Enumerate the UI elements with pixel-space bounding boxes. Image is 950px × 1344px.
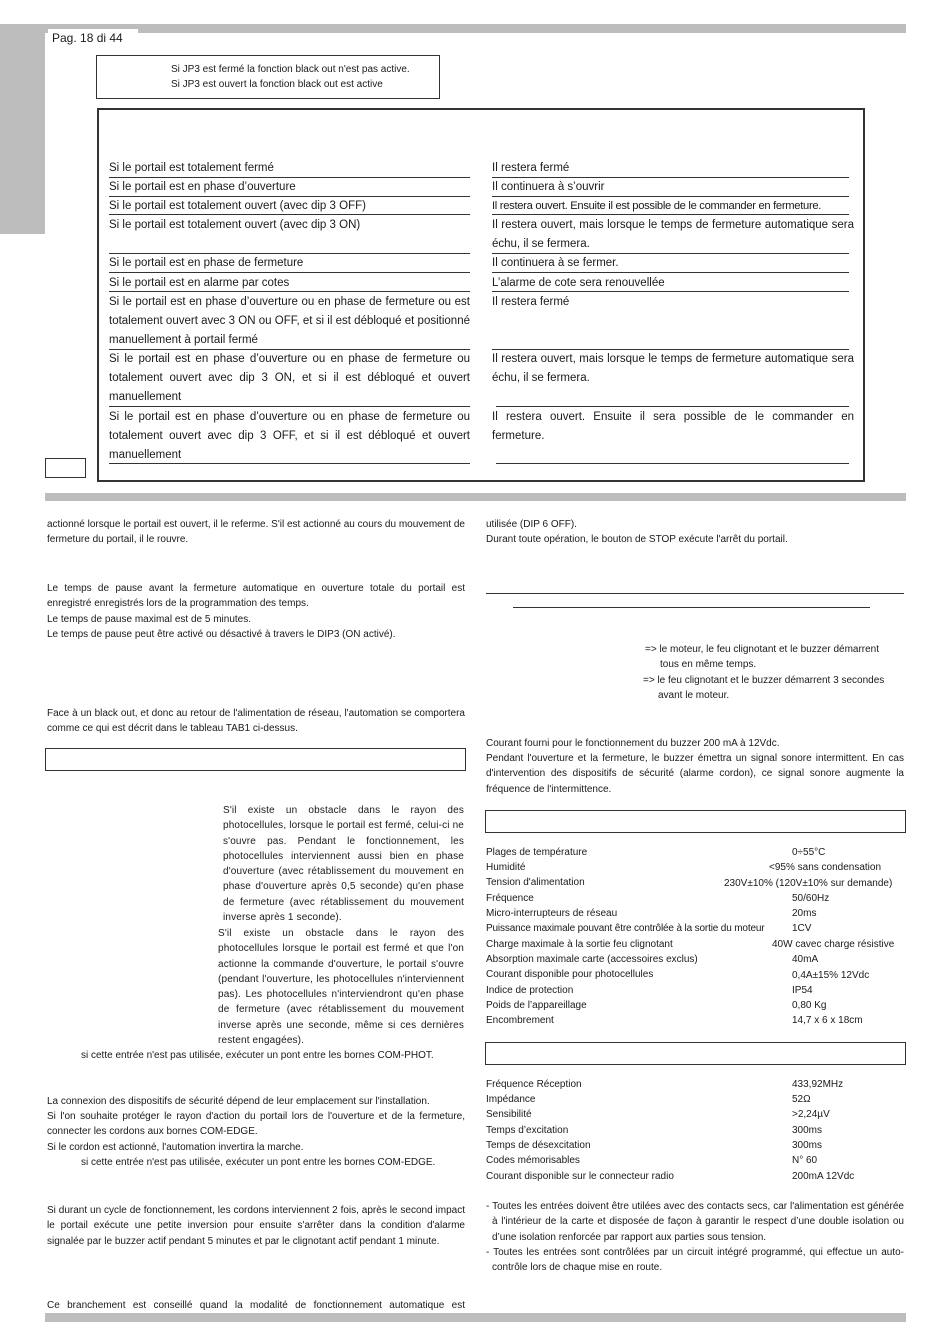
spec-label: Humidité [486, 862, 526, 873]
edge-line-3: Si le cordon est actionné, l'automation invertira la marche. [47, 1142, 304, 1153]
spec-label: Courant disponible pour photocellules [486, 969, 654, 980]
table-row-condition: Si le portail est en alarme par cotes [109, 277, 290, 289]
radio-label: Temps d’excitation [486, 1125, 569, 1136]
radio-label: Temps de désexcitation [486, 1140, 591, 1151]
spec-label: Indice de protection [486, 985, 574, 996]
table-row-result: L’alarme de cote sera renouvellée [492, 277, 665, 289]
radio-label: Impédance [486, 1094, 536, 1105]
spec-label: Puissance maximale pouvant être contrôlée à la sortie du moteur [486, 923, 765, 934]
edge-line-2: Si l'on souhaite protéger le rayon d'action du portail lors de l'ouverture et de la fermeture, connecter les cordons aux bornes COM-EDGE. [47, 1111, 465, 1138]
radio-label: Fréquence Réception [486, 1079, 582, 1090]
spec-label: Plages de température [486, 847, 588, 858]
edge-note: si cette entrée n'est pas utilisée, exécuter un pont entre les bornes COM-EDGE. [81, 1157, 436, 1168]
specs-heading-box [485, 810, 906, 833]
photocell-text-2: S'il existe un obstacle dans le rayon des photocellules lorsque le portail est fermé et que l'on actionne la commande d'ouverture, le portail s'ouvre (pendant l'ouverture, les photocellules n'interviennent pas). Les photocellules n'interviendront qu'en phase de fermeture (avec rétablissement du mouvement inverse après une seconde, même si ces dernières restent engagées). [218, 928, 464, 1047]
table-row-result: Il restera ouvert, mais lorsque le temps de fermeture automatique sera échu, il se fermera. [492, 219, 854, 250]
radio-value: >2,24µV [792, 1109, 830, 1120]
table-row-condition: Si le portail est en phase d’ouverture ou en phase de fermeture ou est totalement ouvert avec 3 ON ou OFF, et si il est débloqué et positionné manuellement à portail fermé [109, 296, 470, 346]
pause-line-1: Le temps de pause avant la fermeture automatique en ouverture totale du portail est enregistré enregistrés lors de la programmation des temps. [47, 583, 465, 610]
spec-value: <95% sans condensation [769, 862, 882, 873]
edge-line-1: La connexion des dispositifs de sécurité dépend de leur emplacement sur l'installation. [47, 1096, 430, 1107]
section-heading-box [45, 748, 466, 771]
table-row-result: Il restera fermé [492, 162, 570, 174]
jp3-line-2: Si JP3 est ouvert la fonction black out est active [171, 79, 383, 90]
radio-label: Courant disponible sur le connecteur radio [486, 1171, 674, 1182]
table-row-result: Il restera fermé [492, 296, 570, 308]
spec-label: Encombrement [486, 1015, 554, 1026]
table-row-condition: Si le portail est en phase d’ouverture ou en phase de fermeture ou totalement ouvert avec dip 3 OFF, et si il est débloqué et ouvert manuellement [109, 411, 470, 461]
table-row-result: Il restera ouvert. Ensuite il est possible de le commander en fermeture. [492, 200, 822, 212]
section-separator [45, 493, 906, 501]
stop-text-start: Ce branchement est conseillé quand la modalité de fonctionnement automatique est [47, 1300, 465, 1311]
heading-rule-1 [486, 593, 904, 594]
dip-line-4: avant le moteur. [658, 690, 730, 701]
page-number: Pag. 18 di 44 [48, 29, 138, 47]
spec-value: 0÷55°C [792, 847, 826, 858]
radio-value: 300ms [792, 1140, 823, 1151]
spec-label: Charge maximale à la sortie feu clignotant [486, 939, 673, 950]
spec-label: Absorption maximale carte (accessoires exclus) [486, 954, 698, 965]
spec-label: Tension d'alimentation [486, 877, 585, 888]
spec-value: 40W cavec charge résistive [772, 939, 895, 950]
dip-line-3: => le feu clignotant et le buzzer démarrent 3 secondes [643, 675, 885, 686]
footer-bar [45, 1313, 906, 1322]
edge-alarm-text: Si durant un cycle de fonctionnement, les cordons interviennent 2 fois, après le second impact le portail exécute une petite inversion pour ensuite s'arrêter dans la condition d'alarme signalée par le buzzer actif pendant 5 minutes et par le clignotant actif pendant 1 minute. [47, 1205, 465, 1247]
dip-line-1: => le moteur, le feu clignotant et le buzzer démarrent [645, 644, 880, 655]
inputs-note-2: - Toutes les entrées sont contrôlées par un circuit intégré programmé, qui effectue un auto-contrôle lors de chaque mise en route. [486, 1247, 904, 1274]
table-row-result: Il continuera à se fermer. [492, 257, 619, 269]
stop-text-end: actionné lorsque le portail est ouvert, il le referme. S'il est actionné au cours du mouvement de fermeture du portail, il le rouvre. [47, 519, 465, 546]
spec-value: 14,7 x 6 x 18cm [792, 1015, 863, 1026]
radio-value: N° 60 [792, 1155, 818, 1166]
table-row-condition: Si le portail est totalement ouvert (avec dip 3 OFF) [109, 200, 366, 212]
spec-value: 1CV [792, 923, 812, 934]
table-row-result: Il restera ouvert. Ensuite il sera possible de le commander en fermeture. [492, 411, 854, 442]
table-label-box [45, 458, 86, 478]
pause-line-2: Le temps de pause maximal est de 5 minutes. [47, 614, 251, 625]
spec-value: 40mA [792, 954, 819, 965]
photocell-note: si cette entrée n'est pas utilisée, exécuter un pont entre les bornes COM-PHOT. [81, 1050, 434, 1061]
pause-line-3: Le temps de pause peut être activé ou désactivé à travers le DIP3 (ON activé). [47, 629, 396, 640]
dip-line-2: tous en même temps. [660, 659, 757, 670]
radio-value: 433,92MHz [792, 1079, 844, 1090]
spec-value: 0,80 Kg [792, 1000, 827, 1011]
spec-value: IP54 [792, 985, 813, 996]
spec-label: Micro-interrupteurs de réseau [486, 908, 618, 919]
table-row-condition: Si le portail est totalement fermé [109, 162, 274, 174]
spec-label: Fréquence [486, 893, 534, 904]
buzzer-current: Courant fourni pour le fonctionnement du buzzer 200 mA à 12Vdc. [486, 738, 780, 749]
table-row-condition: Si le portail est en phase d’ouverture [109, 181, 296, 193]
radio-value: 300ms [792, 1125, 823, 1136]
radio-value: 52Ω [792, 1094, 811, 1105]
buzzer-text: Pendant l'ouverture et la fermeture, le buzzer émettra un signal sonore intermittent. En cas d'intervention des dispositifs de sécurité (alarme cordon), ce signal sonore augmente la fréquence de l'intermittence. [486, 753, 904, 795]
radio-heading-box [485, 1042, 906, 1065]
radio-label: Codes mémorisables [486, 1155, 580, 1166]
radio-label: Sensibilité [486, 1109, 532, 1120]
spec-label: Poids de l’appareillage [486, 1000, 587, 1011]
spec-value: 20ms [792, 908, 817, 919]
table-row-condition: Si le portail est en phase de fermeture [109, 257, 304, 269]
spec-value: 0,4A±15% 12Vdc [792, 970, 870, 981]
jp3-line-1: Si JP3 est fermé la fonction black out n'est pas active. [171, 64, 410, 75]
table-row-result: Il restera ouvert, mais lorsque le temps de fermeture automatique sera échu, il se fermera. [492, 353, 854, 384]
inputs-note-1: - Toutes les entrées doivent être utilées avec des contacts secs, car l'alimentation est générée à l'intérieur de la carte et disposée de façon à garantir le respect d’une double isolation ou d’une isolation renforcée par rapport aux parties sous tension. [486, 1201, 904, 1243]
spec-value: 50/60Hz [792, 893, 830, 904]
photocell-text-1: S'il existe un obstacle dans le rayon des photocellules, lorsque le portail est fermé, celui-ci ne s'ouvre pas. Pendant le fonctionnement, les photocellules interviennent aussi bien en phase d'ouverture (avec rétablissement du mouvement en phase d'ouverture après 0,5 seconde) qu'en phase de fermeture (avec rétablissement du mouvement inverse après 1 seconde). [223, 805, 464, 924]
stop-line-2: Durant toute opération, le bouton de STOP exécute l'arrêt du portail. [486, 534, 788, 545]
table-row-result: Il continuera à s’ouvrir [492, 181, 605, 193]
table-row-condition: Si le portail est totalement ouvert (avec dip 3 ON) [109, 219, 361, 231]
black-out-text: Face à un black out, et donc au retour de l'alimentation de réseau, l'automation se comportera comme ce qui est décrit dans le tableau TAB1 ci-dessus. [47, 708, 465, 735]
table-row-condition: Si le portail est en phase d’ouverture ou en phase de fermeture ou totalement ouvert avec dip 3 ON, et si il est débloqué et ouvert manuellement [109, 353, 470, 403]
jp3-box [96, 55, 440, 99]
spec-value: 230V±10% (120V±10% sur demande) [724, 878, 893, 889]
heading-rule-2 [513, 607, 870, 608]
radio-value: 200mA 12Vdc [792, 1171, 855, 1182]
stop-line-1: utilisée (DIP 6 OFF). [486, 519, 577, 530]
side-tab [0, 24, 45, 234]
